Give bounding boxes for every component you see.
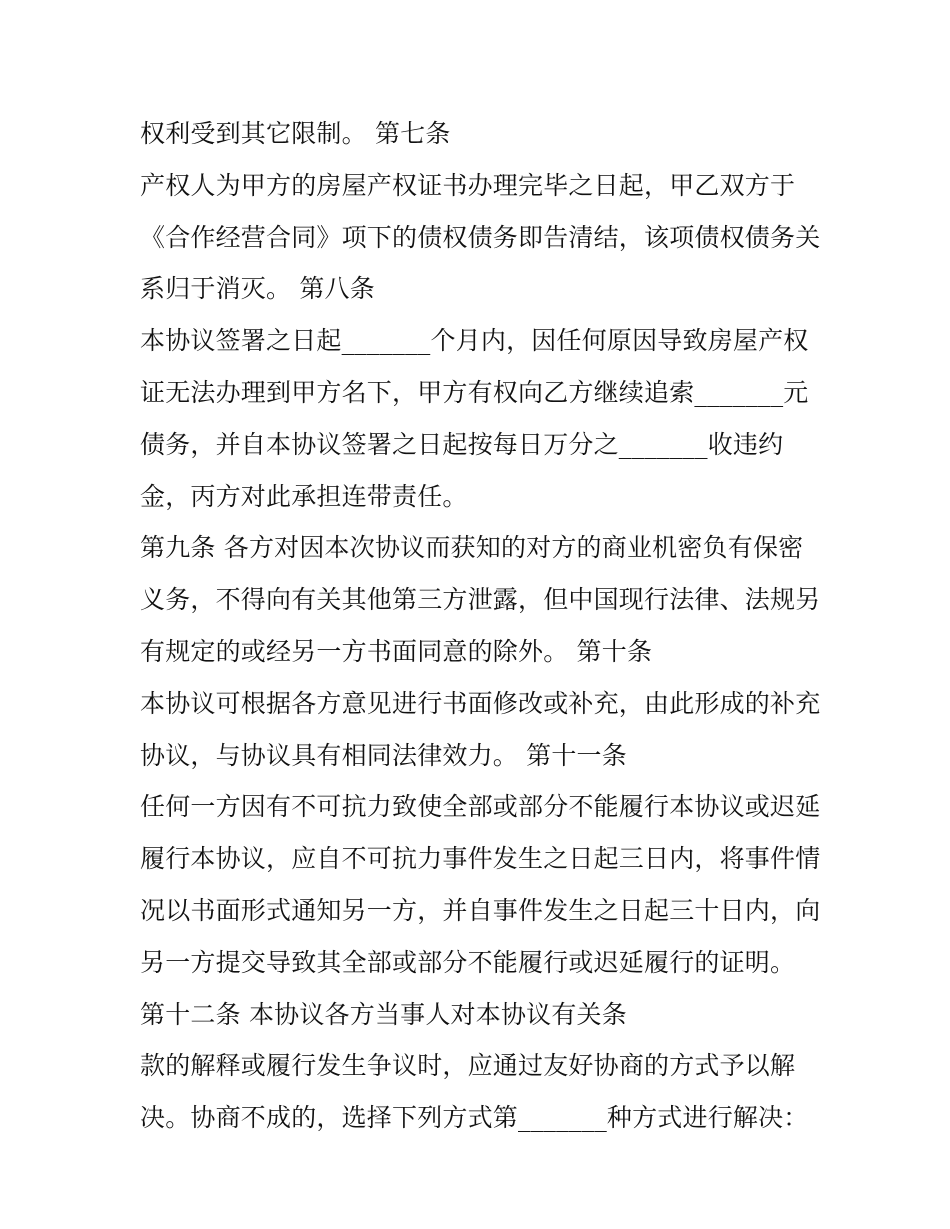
text-line: 《合作经营合同》项下的债权债务即告清结，该项债权债务关 — [140, 222, 821, 252]
text-line: 债务，并自本协议签署之日起按每日万分之_______收违约 — [140, 429, 784, 459]
text-line: 协议，与协议具有相同法律效力。 第十一条 — [140, 740, 627, 770]
text-line: 金，丙方对此承担连带责任。 — [140, 481, 468, 511]
text-line: 另一方提交导致其全部或部分不能履行或迟延履行的证明。 — [140, 947, 796, 977]
text-line: 任何一方因有不可抗力致使全部或部分不能履行本协议或迟延 — [140, 792, 821, 822]
text-line: 证无法办理到甲方名下，甲方有权向乙方继续追索_______元 — [140, 377, 809, 407]
text-line: 权利受到其它限制。 第七条 — [140, 119, 451, 148]
text-line: 款的解释或履行发生争议时，应通过友好协商的方式予以解 — [140, 1051, 796, 1081]
text-line: 况以书面形式通知另一方，并自事件发生之日起三十日内，向 — [140, 895, 821, 925]
text-line: 第九条 各方对因本次协议而获知的对方的商业机密负有保密 — [140, 533, 804, 563]
text-line: 本协议可根据各方意见进行书面修改或补充，由此形成的补充 — [140, 688, 821, 718]
text-line: 义务，不得向有关其他第三方泄露，但中国现行法律、法规另 — [140, 585, 821, 615]
text-line: 系归于消灭。 第八条 — [140, 274, 375, 304]
text-line: 产权人为甲方的房屋产权证书办理完毕之日起，甲乙双方于 — [140, 170, 796, 200]
text-line: 本协议签署之日起_______个月内，因任何原因导致房屋产权 — [140, 326, 809, 356]
text-line: 决。协商不成的，选择下列方式第_______种方式进行解决： — [140, 1103, 809, 1133]
document-body — [140, 108, 840, 1144]
text-line: 履行本协议，应自不可抗力事件发生之日起三日内，将事件情 — [140, 844, 821, 874]
text-line: 有规定的或经另一方书面同意的除外。 第十条 — [140, 636, 653, 666]
text-line: 第十二条 本协议各方当事人对本协议有关条 — [140, 999, 627, 1029]
